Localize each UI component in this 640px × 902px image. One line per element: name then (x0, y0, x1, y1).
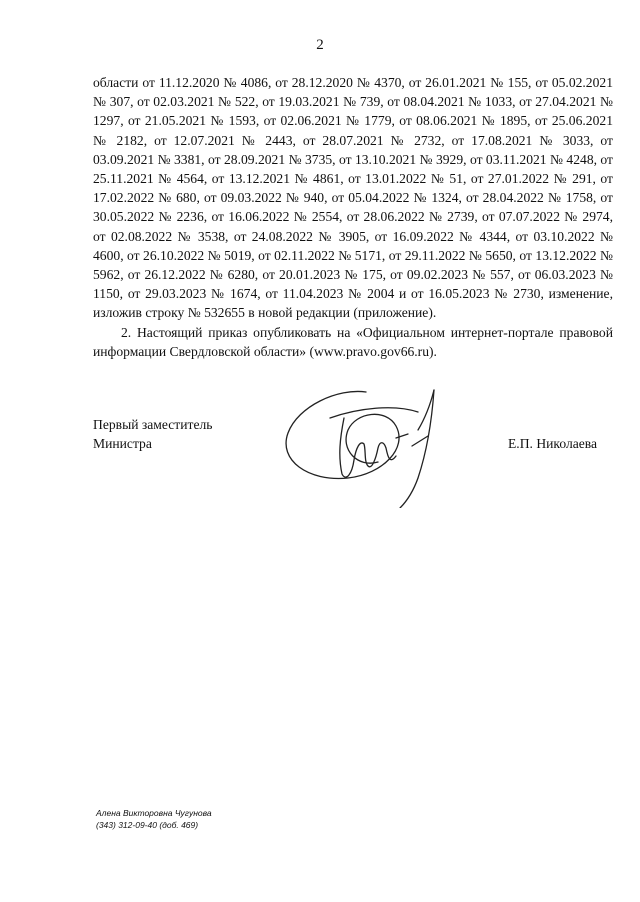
executor-phone: (343) 312-09-40 (доб. 469) (96, 820, 199, 830)
signer-name: Е.П. Николаева (508, 436, 598, 451)
signer-position-line-1: Первый заместитель (93, 417, 213, 432)
signer-position (93, 415, 212, 453)
document-body (93, 73, 613, 361)
handwritten-signature (268, 378, 468, 508)
executor-contact (96, 807, 212, 831)
body-paragraph-publication: 2. Настоящий приказ опубликовать на «Официальном интернет-портале правовой информации Свердловской области» (www.pravo.gov66.ru). (93, 324, 613, 359)
body-paragraph-amendments: области от 11.12.2020 № 4086, от 28.12.2020 № 4370, от 26.01.2021 № 155, от 05.02.2021 № 307, от 02.03.2021 № 522, от 19.03.2021 № 739, от 08.04.2021 № 1033, от 27.04.2021 № 1297, от 21.05.2021 № 1593, от 02.06.2021 № 1779, от 08.06.2021 № 1895, от 25.06.2021 № 2182, от 12.07.2021 № 2443, от 28.07.2021 № 2732, от 17.08.2021 № 3033, от 03.09.2021 № 3381, от 28.09.2021 № 3735, от 13.10.2021 № 3929, от 03.11.2021 № 4248, от 25.11.2021 № 4564, от 13.12.2021 № 4861, от 13.01.2022 № 51, от 27.01.2022 № 291, от 17.02.2022 № 680, от 09.03.2022 № 940, от 05.04.2022 № 1324, от 28.04.2022 № 1758, от 30.05.2022 № 2236, от 16.06.2022 № 2554, от 28.06.2022 № 2739, от 07.07.2022 № 2974, от 02.08.2022 № 3538, от 24.08.2022 № 3905, от 16.09.2022 № 4344, от 03.10.2022 № 4600, от 26.10.2022 № 5019, от 02.11.2022 № 5171, от 29.11.2022 № 5650, от 13.12.2022 № 5962, от 26.12.2022 № 6280, от 20.01.2023 № 175, от 09.02.2023 № 557, от 06.03.2023 № 1150, от 29.03.2023 № 1674, от 11.04.2023 № 2004 и от 16.05.2023 № 2730, изменение, изложив строку № 532655 в новой редакции (приложение). (93, 75, 613, 321)
signer-position-line-2: Министра (93, 436, 152, 451)
page-number: 2 (316, 37, 324, 53)
executor-name: Алена Викторовна Чугунова (96, 808, 212, 818)
